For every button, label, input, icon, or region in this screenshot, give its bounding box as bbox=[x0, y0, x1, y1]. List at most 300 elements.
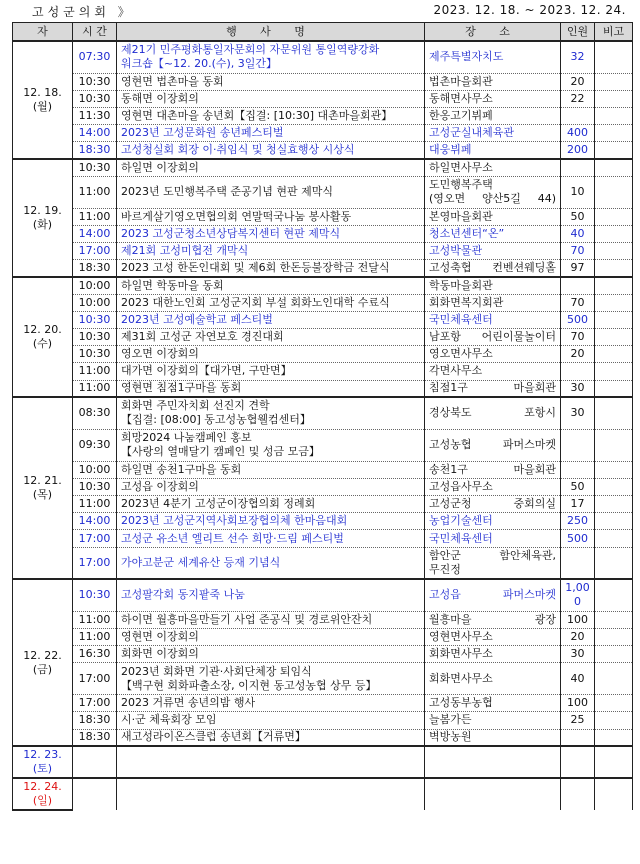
event-place bbox=[425, 397, 561, 429]
event-name bbox=[117, 243, 425, 260]
event-name bbox=[117, 311, 425, 328]
event-place-line: 본영마을회관 bbox=[429, 209, 493, 223]
event-place-line: 한옹고기뷔페 bbox=[429, 108, 493, 122]
event-name-line: 제31회 고성군 자연보호 경진대회 bbox=[121, 330, 284, 344]
event-name-line: 【사랑의 열매달기 캠페인 및 성금 모금】 bbox=[121, 445, 320, 459]
table-row bbox=[13, 397, 633, 429]
event-name bbox=[117, 530, 425, 547]
event-place bbox=[425, 260, 561, 277]
event-name bbox=[117, 328, 425, 345]
event-time: 10:30 bbox=[73, 90, 117, 107]
event-place bbox=[425, 208, 561, 225]
table-row bbox=[13, 663, 633, 695]
event-place bbox=[425, 461, 561, 478]
day-date: 12. 24. bbox=[23, 780, 62, 794]
event-note bbox=[595, 90, 633, 107]
event-name bbox=[117, 513, 425, 530]
event-time: 14:00 bbox=[73, 513, 117, 530]
event-place bbox=[425, 530, 561, 547]
day-weekday: (금) bbox=[32, 662, 53, 676]
table-row bbox=[13, 346, 633, 363]
event-attendees bbox=[561, 277, 595, 294]
event-time: 10:30 bbox=[73, 478, 117, 495]
event-note bbox=[595, 695, 633, 712]
col-event: 행 사 명 bbox=[117, 23, 425, 42]
event-name-line: 제21기 민주평화통일자문회의 자문위원 통일역량강화 bbox=[121, 43, 380, 57]
event-place-line: 고성동부농협 bbox=[429, 696, 493, 710]
event-attendees: 22 bbox=[561, 90, 595, 107]
table-row bbox=[13, 695, 633, 712]
event-attendees: 70 bbox=[561, 328, 595, 345]
event-name-line: 영현면 대촌마을 송년회【집결: [10:30] 대촌마을회관】 bbox=[121, 108, 393, 122]
day-weekday: (토) bbox=[32, 762, 53, 776]
event-name bbox=[117, 695, 425, 712]
event-time: 11:00 bbox=[73, 628, 117, 645]
event-note bbox=[595, 208, 633, 225]
event-place-line: 법촌마을회관 bbox=[429, 74, 493, 88]
event-time: 17:00 bbox=[73, 663, 117, 695]
event-time: 10:30 bbox=[73, 328, 117, 345]
day-weekday: (월) bbox=[32, 99, 53, 113]
event-place bbox=[425, 311, 561, 328]
event-place bbox=[425, 695, 561, 712]
event-name-line: 워크숍【~12. 20.(수), 3일간】 bbox=[121, 57, 278, 71]
event-attendees: 40 bbox=[561, 663, 595, 695]
event-attendees: 70 bbox=[561, 243, 595, 260]
event-attendees bbox=[561, 363, 595, 380]
event-name-line: 시·군 체육회장 모임 bbox=[121, 713, 217, 727]
event-note bbox=[595, 778, 633, 810]
event-name bbox=[117, 363, 425, 380]
event-note bbox=[595, 461, 633, 478]
day-date: 12. 22. bbox=[23, 648, 62, 662]
event-place bbox=[425, 611, 561, 628]
event-note bbox=[595, 176, 633, 208]
event-place bbox=[425, 478, 561, 495]
event-name bbox=[117, 429, 425, 461]
event-attendees: 70 bbox=[561, 294, 595, 311]
event-name bbox=[117, 90, 425, 107]
table-row bbox=[13, 125, 633, 142]
event-place bbox=[425, 277, 561, 294]
event-name-line: 하일면 송천1구마을 동회 bbox=[121, 462, 242, 476]
table-row bbox=[13, 294, 633, 311]
event-time bbox=[73, 778, 117, 810]
event-place bbox=[425, 380, 561, 397]
event-name bbox=[117, 579, 425, 611]
event-place bbox=[425, 646, 561, 663]
event-name bbox=[117, 107, 425, 124]
event-place bbox=[425, 90, 561, 107]
event-place bbox=[425, 243, 561, 260]
schedule-table bbox=[12, 22, 633, 811]
event-note bbox=[595, 611, 633, 628]
event-name-line: 회화면 이장회의 bbox=[121, 647, 199, 661]
event-name-line: 희망2024 나눔캠페인 홍보 bbox=[121, 431, 252, 445]
table-row bbox=[13, 363, 633, 380]
event-place-line: 함안군 함안체육관, bbox=[429, 548, 556, 562]
event-name bbox=[117, 646, 425, 663]
event-attendees bbox=[561, 746, 595, 778]
event-time: 10:00 bbox=[73, 277, 117, 294]
event-name bbox=[117, 778, 425, 810]
table-row bbox=[13, 461, 633, 478]
event-name-line: 하일면 이장회의 bbox=[121, 160, 199, 174]
event-place bbox=[425, 429, 561, 461]
event-place-line: 영현면사무소 bbox=[429, 629, 493, 643]
day-date: 12. 20. bbox=[23, 323, 62, 337]
event-place bbox=[425, 729, 561, 746]
event-attendees bbox=[561, 778, 595, 810]
event-place bbox=[425, 363, 561, 380]
event-place-line: 고성박물관 bbox=[429, 244, 483, 258]
event-name bbox=[117, 208, 425, 225]
event-place-line: 회화면복지회관 bbox=[429, 295, 504, 309]
event-time: 17:00 bbox=[73, 530, 117, 547]
event-name-line: 바르게살기영오면협의회 연말떡국나눔 봉사활동 bbox=[121, 209, 352, 223]
event-name-line: 2023 고성군청소년상담복지센터 현판 제막식 bbox=[121, 226, 341, 240]
event-note bbox=[595, 346, 633, 363]
event-time: 11:00 bbox=[73, 611, 117, 628]
event-place-line: 남포항 어린이물놀이터 bbox=[429, 330, 556, 344]
event-name bbox=[117, 346, 425, 363]
event-name-line: 대가면 이장회의【대가면, 구만면】 bbox=[121, 364, 292, 378]
event-time: 10:30 bbox=[73, 159, 117, 176]
event-note bbox=[595, 429, 633, 461]
table-row bbox=[13, 729, 633, 746]
event-time: 18:30 bbox=[73, 729, 117, 746]
event-place bbox=[425, 41, 561, 73]
event-attendees bbox=[561, 729, 595, 746]
event-name bbox=[117, 225, 425, 242]
event-name-line: 하일면 학동마을 동회 bbox=[121, 278, 224, 292]
event-note bbox=[595, 260, 633, 277]
event-name-line: 고성군 유소년 엘리트 선수 희망·드림 페스티벌 bbox=[121, 531, 344, 545]
event-attendees: 200 bbox=[561, 142, 595, 159]
event-place bbox=[425, 513, 561, 530]
table-row bbox=[13, 513, 633, 530]
event-place-line: 청소년센터“온” bbox=[429, 226, 505, 240]
event-place bbox=[425, 142, 561, 159]
event-attendees: 250 bbox=[561, 513, 595, 530]
event-attendees: 50 bbox=[561, 208, 595, 225]
event-name bbox=[117, 496, 425, 513]
event-note bbox=[595, 579, 633, 611]
event-attendees: 32 bbox=[561, 41, 595, 73]
event-name bbox=[117, 380, 425, 397]
event-name-line: 영오면 이장회의 bbox=[121, 347, 199, 361]
event-place-line: (영오면 양산5길 44) bbox=[429, 192, 556, 206]
event-note bbox=[595, 277, 633, 294]
col-place: 장 소 bbox=[425, 23, 561, 42]
table-row bbox=[13, 90, 633, 107]
event-place-line: 고성군청 중회의실 bbox=[429, 497, 556, 511]
event-name-line: 가야고분군 세계유산 등재 기념식 bbox=[121, 555, 281, 569]
event-time: 11:00 bbox=[73, 208, 117, 225]
event-time: 18:30 bbox=[73, 712, 117, 729]
event-place bbox=[425, 778, 561, 810]
event-place bbox=[425, 125, 561, 142]
event-attendees: 30 bbox=[561, 646, 595, 663]
event-place bbox=[425, 328, 561, 345]
col-date: 자 bbox=[13, 23, 73, 42]
col-count: 인원 bbox=[561, 23, 595, 42]
event-time: 11:00 bbox=[73, 496, 117, 513]
event-attendees: 30 bbox=[561, 380, 595, 397]
event-place-line: 침점1구 마을회관 bbox=[429, 381, 556, 395]
event-note bbox=[595, 530, 633, 547]
event-time: 10:30 bbox=[73, 311, 117, 328]
table-row bbox=[13, 73, 633, 90]
event-place bbox=[425, 176, 561, 208]
event-place bbox=[425, 663, 561, 695]
event-place-line: 고성군실내체육관 bbox=[429, 126, 515, 140]
event-attendees bbox=[561, 547, 595, 579]
event-attendees: 40 bbox=[561, 225, 595, 242]
day-weekday: (화) bbox=[32, 217, 53, 231]
event-note bbox=[595, 73, 633, 90]
event-attendees bbox=[561, 107, 595, 124]
table-row bbox=[13, 107, 633, 124]
table-row bbox=[13, 142, 633, 159]
event-attendees: 500 bbox=[561, 530, 595, 547]
event-name bbox=[117, 73, 425, 90]
event-place-line: 동해면사무소 bbox=[429, 91, 493, 105]
event-place-line: 고성농협 파머스마켓 bbox=[429, 438, 556, 452]
event-time: 16:30 bbox=[73, 646, 117, 663]
event-name-line: 고성읍 이장회의 bbox=[121, 479, 199, 493]
table-row bbox=[13, 328, 633, 345]
event-name-line: 2023년 4분기 고성군이장협의회 정례회 bbox=[121, 497, 316, 511]
event-note bbox=[595, 628, 633, 645]
event-name bbox=[117, 294, 425, 311]
event-name-line: 【백구현 회화파출소장, 이지현 동고성농협 상무 등】 bbox=[121, 678, 377, 692]
event-name bbox=[117, 663, 425, 695]
day-date: 12. 18. bbox=[23, 85, 62, 99]
event-place-line: 늘봄가든 bbox=[429, 713, 472, 727]
event-name-line: 영현면 법촌마을 동회 bbox=[121, 74, 224, 88]
event-name bbox=[117, 547, 425, 579]
event-name bbox=[117, 142, 425, 159]
day-weekday: (목) bbox=[32, 488, 53, 502]
event-note bbox=[595, 107, 633, 124]
event-name bbox=[117, 397, 425, 429]
event-name bbox=[117, 628, 425, 645]
event-attendees bbox=[561, 159, 595, 176]
event-note bbox=[595, 729, 633, 746]
event-place-line: 벽방농원 bbox=[429, 730, 472, 744]
event-time: 14:00 bbox=[73, 225, 117, 242]
event-place bbox=[425, 628, 561, 645]
table-row bbox=[13, 159, 633, 176]
event-name-line: 하이면 월흥마을만들기 사업 준공식 및 경로위안잔치 bbox=[121, 612, 373, 626]
event-attendees: 20 bbox=[561, 346, 595, 363]
event-place-line: 월흥마을 광장 bbox=[429, 612, 556, 626]
event-attendees bbox=[561, 461, 595, 478]
table-row bbox=[13, 628, 633, 645]
event-name bbox=[117, 277, 425, 294]
col-time: 시 간 bbox=[73, 23, 117, 42]
day-date-cell bbox=[13, 159, 73, 277]
event-time: 10:00 bbox=[73, 294, 117, 311]
event-time: 14:00 bbox=[73, 125, 117, 142]
table-row bbox=[13, 646, 633, 663]
event-place-line: 농업기술센터 bbox=[429, 514, 493, 528]
event-place-line: 송천1구 마을회관 bbox=[429, 462, 556, 476]
table-row bbox=[13, 429, 633, 461]
event-name bbox=[117, 611, 425, 628]
event-place-line: 회화면사무소 bbox=[429, 647, 493, 661]
table-row bbox=[13, 712, 633, 729]
event-place-line: 고성읍사무소 bbox=[429, 479, 493, 493]
event-name bbox=[117, 729, 425, 746]
event-attendees: 20 bbox=[561, 73, 595, 90]
event-time: 10:30 bbox=[73, 346, 117, 363]
event-time: 11:00 bbox=[73, 176, 117, 208]
table-row bbox=[13, 496, 633, 513]
table-row bbox=[13, 530, 633, 547]
event-place bbox=[425, 547, 561, 579]
event-time: 17:00 bbox=[73, 243, 117, 260]
event-attendees: 17 bbox=[561, 496, 595, 513]
event-time: 08:30 bbox=[73, 397, 117, 429]
event-note bbox=[595, 142, 633, 159]
event-note bbox=[595, 125, 633, 142]
table-row bbox=[13, 225, 633, 242]
event-place bbox=[425, 107, 561, 124]
event-name-line: 영현면 침점1구마을 동회 bbox=[121, 381, 242, 395]
table-row bbox=[13, 478, 633, 495]
event-name-line: 2023년 고성예술학교 페스티벌 bbox=[121, 312, 273, 326]
table-row bbox=[13, 547, 633, 579]
event-name bbox=[117, 260, 425, 277]
event-note bbox=[595, 380, 633, 397]
day-date-cell bbox=[13, 746, 73, 778]
day-date: 12. 21. bbox=[23, 474, 62, 488]
event-place-line: 도민행복주택 bbox=[429, 178, 493, 192]
event-place bbox=[425, 159, 561, 176]
event-time: 11:00 bbox=[73, 363, 117, 380]
table-row bbox=[13, 611, 633, 628]
event-name-line: 2023 거류면 송년의밤 행사 bbox=[121, 696, 256, 710]
table-row bbox=[13, 746, 633, 778]
event-place-line: 고성읍 파머스마켓 bbox=[429, 588, 556, 602]
table-row bbox=[13, 579, 633, 611]
event-note bbox=[595, 328, 633, 345]
event-note bbox=[595, 41, 633, 73]
event-place bbox=[425, 294, 561, 311]
event-attendees: 20 bbox=[561, 628, 595, 645]
event-place bbox=[425, 346, 561, 363]
day-date-cell bbox=[13, 778, 73, 810]
event-attendees: 400 bbox=[561, 125, 595, 142]
table-row bbox=[13, 277, 633, 294]
event-place-line: 회화면사무소 bbox=[429, 671, 493, 685]
event-note bbox=[595, 496, 633, 513]
event-time bbox=[73, 746, 117, 778]
event-attendees: 100 bbox=[561, 695, 595, 712]
event-place-line: 경상북도 포항시 bbox=[429, 406, 556, 420]
event-time: 11:30 bbox=[73, 107, 117, 124]
event-name-line: 2023 대한노인회 고성군지회 부설 회화노인대학 수료식 bbox=[121, 295, 390, 309]
day-date: 12. 23. bbox=[23, 748, 62, 762]
event-place-line: 대웅뷔페 bbox=[429, 143, 472, 157]
event-note bbox=[595, 363, 633, 380]
event-note bbox=[595, 478, 633, 495]
day-date-cell bbox=[13, 397, 73, 579]
event-name bbox=[117, 41, 425, 73]
event-note bbox=[595, 243, 633, 260]
table-row bbox=[13, 380, 633, 397]
event-attendees: 97 bbox=[561, 260, 595, 277]
event-attendees: 25 bbox=[561, 712, 595, 729]
event-place bbox=[425, 73, 561, 90]
table-header-row bbox=[13, 23, 633, 42]
event-name bbox=[117, 176, 425, 208]
day-weekday: (일) bbox=[32, 794, 53, 808]
event-name-line: 회화면 주민자치회 선진지 견학 bbox=[121, 399, 270, 413]
event-name bbox=[117, 746, 425, 778]
event-place-line: 고성축협 컨벤션웨딩홀 bbox=[429, 261, 556, 275]
event-name bbox=[117, 125, 425, 142]
council-title: 고성군의회 》 bbox=[32, 5, 134, 19]
event-time: 17:00 bbox=[73, 695, 117, 712]
event-name-line: 새고성라이온스클럽 송년회【거류면】 bbox=[121, 730, 306, 744]
table-row bbox=[13, 311, 633, 328]
event-time: 09:30 bbox=[73, 429, 117, 461]
event-note bbox=[595, 397, 633, 429]
event-time: 10:00 bbox=[73, 461, 117, 478]
schedule-period: 2023. 12. 18. ~ 2023. 12. 24. bbox=[433, 3, 626, 17]
event-place bbox=[425, 579, 561, 611]
event-place-line: 학동마을회관 bbox=[429, 278, 493, 292]
table-row bbox=[13, 243, 633, 260]
event-name-line: 【집결: [08:00] 동고성농협웰컴센터】 bbox=[121, 413, 311, 427]
table-row bbox=[13, 208, 633, 225]
event-note bbox=[595, 663, 633, 695]
event-name-line: 2023년 회화면 기관·사회단체장 퇴임식 bbox=[121, 664, 312, 678]
event-name-line: 2023년 도민행복주택 준공기념 현판 제막식 bbox=[121, 185, 333, 199]
table-row bbox=[13, 260, 633, 277]
event-name-line: 2023년 고성군지역사회보장협의체 한마음대회 bbox=[121, 514, 348, 528]
event-name-line: 2023년 고성문화원 송년페스티벌 bbox=[121, 126, 284, 140]
event-place-line: 국민체육센터 bbox=[429, 531, 493, 545]
event-attendees: 30 bbox=[561, 397, 595, 429]
day-date-cell bbox=[13, 277, 73, 397]
page-header bbox=[0, 0, 640, 20]
event-name bbox=[117, 461, 425, 478]
day-date: 12. 19. bbox=[23, 203, 62, 217]
event-place-line: 영오면사무소 bbox=[429, 347, 493, 361]
event-note bbox=[595, 159, 633, 176]
event-place bbox=[425, 225, 561, 242]
day-date-cell bbox=[13, 41, 73, 159]
event-place-line: 하일면사무소 bbox=[429, 160, 493, 174]
event-name-line: 2023 고성 한돈인대회 및 제6회 한돈등불장학금 전달식 bbox=[121, 261, 390, 275]
event-attendees: 1,00 0 bbox=[561, 579, 595, 611]
event-time: 10:30 bbox=[73, 73, 117, 90]
event-note bbox=[595, 746, 633, 778]
table-row bbox=[13, 176, 633, 208]
event-note bbox=[595, 294, 633, 311]
event-time: 18:30 bbox=[73, 260, 117, 277]
event-attendees: 50 bbox=[561, 478, 595, 495]
event-note bbox=[595, 513, 633, 530]
day-date-cell bbox=[13, 579, 73, 746]
event-note bbox=[595, 646, 633, 663]
event-name bbox=[117, 159, 425, 176]
event-place bbox=[425, 712, 561, 729]
